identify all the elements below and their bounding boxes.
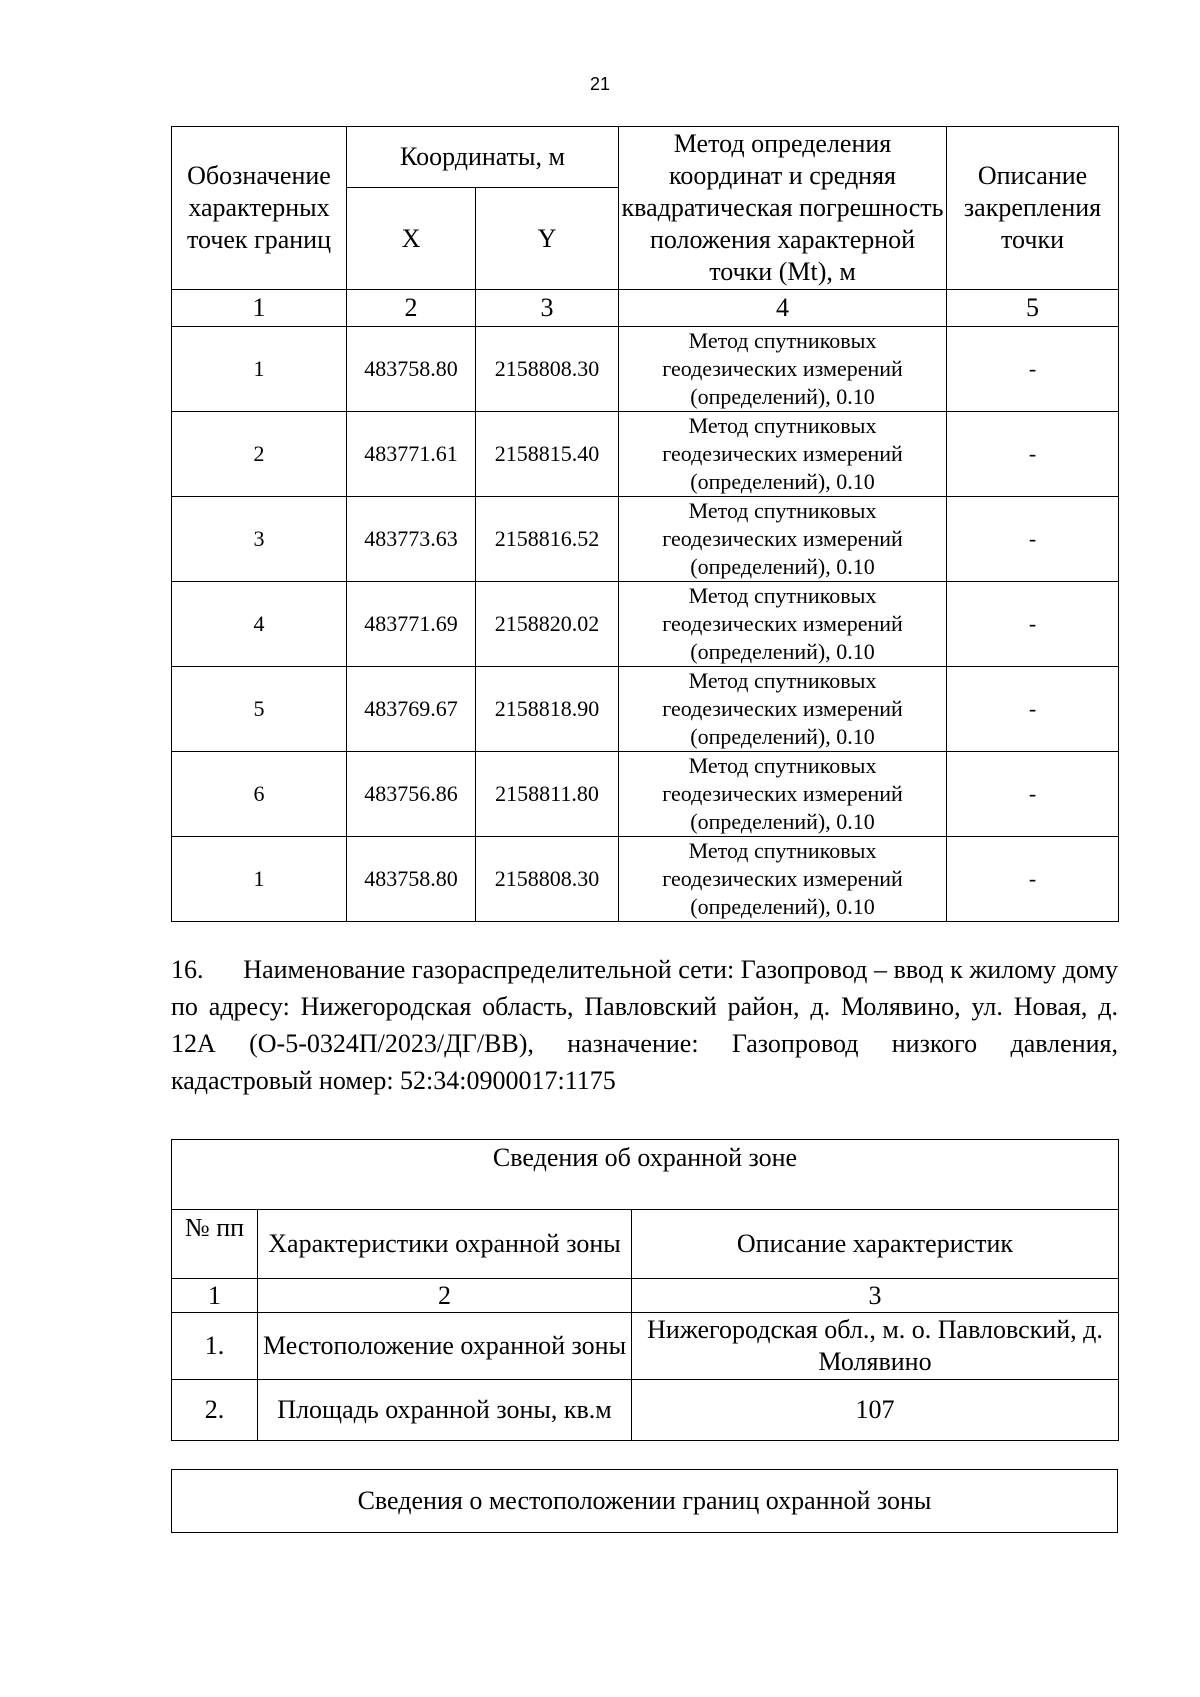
- table-row: [172, 837, 1119, 922]
- fixing-description: -: [947, 497, 1119, 582]
- column-number: 1: [172, 290, 347, 327]
- boundaries-table-title: Сведения о местоположении границ охранной зоны: [172, 1470, 1118, 1533]
- characteristic-value: Нижегородская обл., м. о. Павловский, д. Молявино: [632, 1313, 1119, 1380]
- point-id: 1: [172, 327, 347, 412]
- x-value: 483771.61: [347, 412, 476, 497]
- header-number: № пп: [172, 1210, 258, 1279]
- table-row: [172, 1380, 1119, 1441]
- protection-zone-table: [171, 1139, 1119, 1441]
- coordinates-table: [171, 126, 1119, 922]
- column-number: 4: [619, 290, 947, 327]
- zone-table-title: Сведения об охранной зоне: [172, 1140, 1119, 1210]
- x-value: 483769.67: [347, 667, 476, 752]
- x-value: 483758.80: [347, 327, 476, 412]
- boundaries-table: [171, 1469, 1118, 1533]
- method-text: Метод спутниковых геодезических измерений (определений), 0.10: [619, 497, 947, 582]
- column-number: 5: [947, 290, 1119, 327]
- y-value: 2158816.52: [476, 497, 619, 582]
- x-value: 483756.86: [347, 752, 476, 837]
- table-row: [172, 667, 1119, 752]
- point-id: 6: [172, 752, 347, 837]
- method-text: Метод спутниковых геодезических измерений (определений), 0.10: [619, 837, 947, 922]
- x-value: 483771.69: [347, 582, 476, 667]
- characteristic-name: Местоположение охранной зоны: [258, 1313, 632, 1380]
- y-value: 2158815.40: [476, 412, 619, 497]
- table-row: [172, 752, 1119, 837]
- row-number: 2.: [172, 1380, 258, 1441]
- method-text: Метод спутниковых геодезических измерений (определений), 0.10: [619, 667, 947, 752]
- fixing-description: -: [947, 837, 1119, 922]
- column-number: 3: [632, 1279, 1119, 1313]
- y-value: 2158820.02: [476, 582, 619, 667]
- header-x: X: [347, 188, 476, 290]
- table-row: [172, 497, 1119, 582]
- header-y: Y: [476, 188, 619, 290]
- point-id: 2: [172, 412, 347, 497]
- point-id: 3: [172, 497, 347, 582]
- y-value: 2158808.30: [476, 327, 619, 412]
- method-text: Метод спутниковых геодезических измерений (определений), 0.10: [619, 412, 947, 497]
- header-method: Метод определения координат и средняя квадратическая погрешность положения характерной точки (Mt), м: [619, 127, 947, 290]
- column-number: 3: [476, 290, 619, 327]
- column-number: 1: [172, 1279, 258, 1313]
- x-value: 483758.80: [347, 837, 476, 922]
- section-16-paragraph: 16. Наименование газораспределительной сети: Газопровод – ввод к жилому дому по адресу: Нижегородская область, Павловский район, д. Молявино, ул. Новая, д. 12А (О-5-0324П/2023/ДГ/ВВ), назначение: Газопровод низкого давления, кадастровый номер: 52:34:0900017:1175: [171, 955, 1125, 1095]
- characteristic-value: 107: [632, 1380, 1119, 1441]
- method-text: Метод спутниковых геодезических измерений (определений), 0.10: [619, 582, 947, 667]
- x-value: 483773.63: [347, 497, 476, 582]
- y-value: 2158808.30: [476, 837, 619, 922]
- header-characteristics: Характеристики охранной зоны: [258, 1210, 632, 1279]
- method-text: Метод спутниковых геодезических измерений (определений), 0.10: [619, 752, 947, 837]
- table-row: [172, 1313, 1119, 1380]
- header-description: Описание характеристик: [632, 1210, 1119, 1279]
- fixing-description: -: [947, 667, 1119, 752]
- column-number: 2: [347, 290, 476, 327]
- table-row: [172, 327, 1119, 412]
- characteristic-name: Площадь охранной зоны, кв.м: [258, 1380, 632, 1441]
- column-number: 2: [258, 1279, 632, 1313]
- table-row: [172, 582, 1119, 667]
- row-number: 1.: [172, 1313, 258, 1380]
- fixing-description: -: [947, 327, 1119, 412]
- header-coordinates: Координаты, м: [347, 127, 619, 188]
- table-row: [172, 412, 1119, 497]
- header-description: Описание закрепления точки: [947, 127, 1119, 290]
- y-value: 2158818.90: [476, 667, 619, 752]
- fixing-description: -: [947, 582, 1119, 667]
- header-designation: Обозначение характерных точек границ: [172, 127, 347, 290]
- point-id: 4: [172, 582, 347, 667]
- point-id: 5: [172, 667, 347, 752]
- point-id: 1: [172, 837, 347, 922]
- method-text: Метод спутниковых геодезических измерений (определений), 0.10: [619, 327, 947, 412]
- y-value: 2158811.80: [476, 752, 619, 837]
- page-number: 21: [589, 74, 611, 94]
- fixing-description: -: [947, 412, 1119, 497]
- fixing-description: -: [947, 752, 1119, 837]
